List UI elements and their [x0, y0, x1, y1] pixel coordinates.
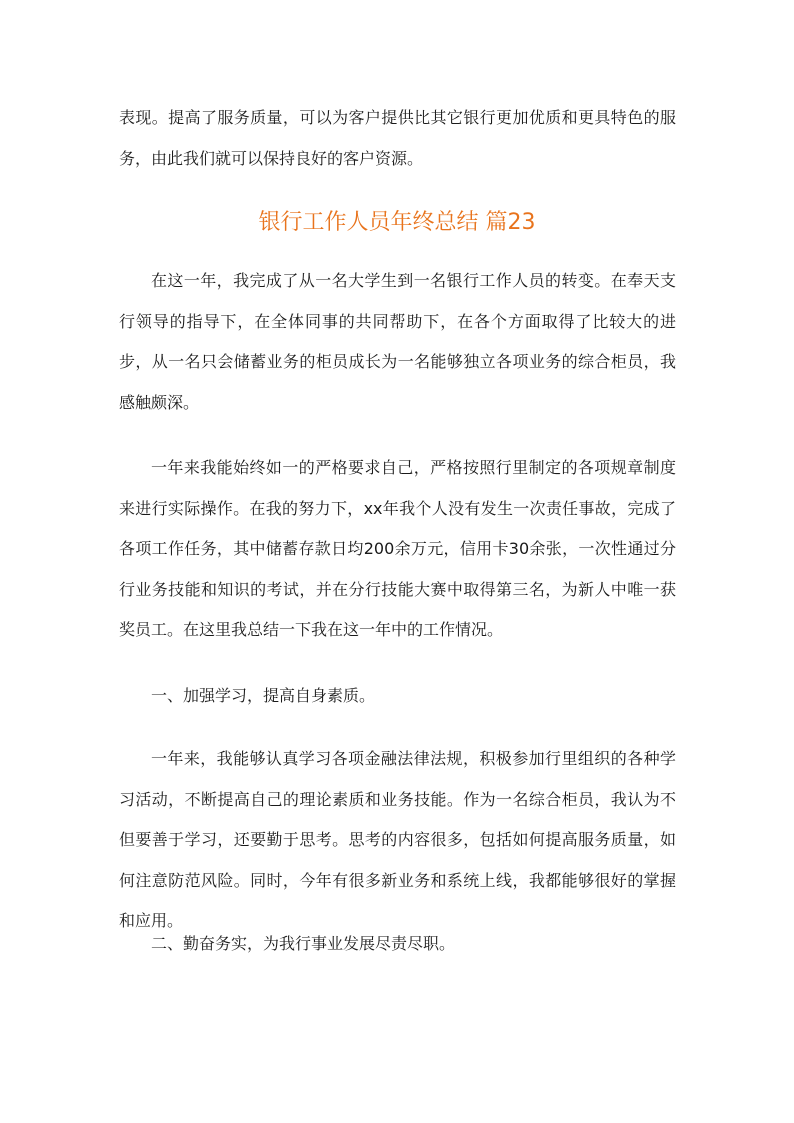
- paragraph-study: 一年来，我能够认真学习各项金融法律法规，积极参加行里组织的各种学习活动，不断提高自己的理论素质和业务技能。作为一名综合柜员，我认为不但要善于学习，还要勤于思考。思考的内容很多，包括如何提高服务质量，如何注意防范风险。同时，今年有很多新业务和系统上线，我都能够很好的掌握和应用。: [119, 749, 676, 930]
- section-title: 银行工作人员年终总结 篇23: [258, 210, 536, 235]
- paragraph-intro: 在这一年，我完成了从一名大学生到一名银行工作人员的转变。在奉天支行领导的指导下，在全体同事的共同帮助下，在各个方面取得了比较大的进步，从一名只会储蓄业务的柜员成长为一名能够独立各项业务的综合柜员，我感触颇深。: [119, 271, 676, 412]
- heading-study: 一、加强学习，提高自身素质。: [151, 686, 376, 705]
- paragraph-achievements: 一年来我能始终如一的严格要求自己，严格按照行里制定的各项规章制度来进行实际操作。在我的努力下，xx年我个人没有发生一次责任事故，完成了各项工作任务，其中储蓄存款日均200余万元，信用卡30余张，一次性通过分行业务技能和知识的考试，并在分行技能大赛中取得第三名，为新人中唯一获奖员工。在这里我总结一下我在这一年中的工作情况。: [119, 458, 676, 639]
- continuation-paragraph: 表现。提高了服务质量，可以为客户提供比其它银行更加优质和更具特色的服务，由此我们就可以保持良好的客户资源。: [119, 108, 676, 168]
- heading-diligence: 二、勤奋务实，为我行事业发展尽责尽职。: [151, 934, 456, 953]
